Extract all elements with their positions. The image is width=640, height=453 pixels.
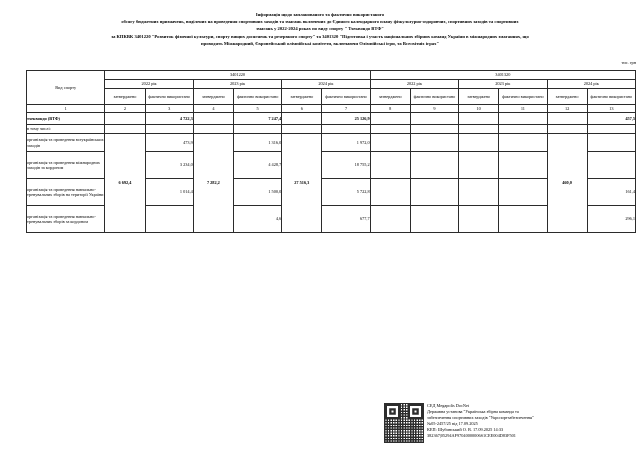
header-group-3401220: 3401220 xyxy=(105,71,370,80)
cell-r1-c4 xyxy=(233,125,281,134)
cell-r0-c11 xyxy=(547,113,587,125)
cell-r2-c10 xyxy=(499,134,547,152)
header-sub-used-6: фактично використано xyxy=(587,89,635,105)
cell-r2-c12 xyxy=(587,134,635,152)
cell-r1-c12 xyxy=(587,125,635,134)
cell-r4-c9 xyxy=(459,179,499,206)
cell-r1-c2 xyxy=(145,125,193,134)
cell-r0-c7 xyxy=(370,113,410,125)
row-label-camps-abroad: організація та проведення навчально-тренувальних зборів за кордоном xyxy=(27,206,105,233)
header-vid-sportu: Вид спорту xyxy=(27,71,105,105)
cell-r4-c8 xyxy=(410,179,458,206)
row-label-allukrainian: організація та проведення всеукраїнських заходів xyxy=(27,134,105,152)
cell-r2-c2: 473,9 xyxy=(145,134,193,152)
header-sub-approved-4: затверджено xyxy=(370,89,410,105)
header-sub-used-2: фактично використано xyxy=(233,89,281,105)
header-year-2023-g2: 2023 рік xyxy=(459,80,547,89)
colnum-8: 8 xyxy=(370,105,410,113)
cell-r2-c9 xyxy=(459,134,499,152)
cell-r0-c5 xyxy=(282,113,322,125)
cell-r1-c11 xyxy=(547,125,587,134)
header-row-years xyxy=(27,80,636,89)
signature-line-org-2: забезпечення спортивних заходів "Укрспортзабезпечення" xyxy=(427,414,534,420)
cell-r4-c7 xyxy=(370,179,410,206)
cell-r3-c7 xyxy=(370,152,410,179)
header-year-2024-g2: 2024 рік xyxy=(547,80,636,89)
header-row-groups xyxy=(27,71,636,80)
header-sub-used-1: фактично використано xyxy=(145,89,193,105)
cell-r1-c8 xyxy=(410,125,458,134)
signature-text-block xyxy=(427,403,534,438)
budget-table-wrapper xyxy=(0,70,640,233)
budget-table xyxy=(26,70,636,233)
table-body xyxy=(27,113,636,233)
cell-r2-c4: 1 316,0 xyxy=(233,134,281,152)
cell-r1-c10 xyxy=(499,125,547,134)
cell-r5-c2 xyxy=(145,206,193,233)
cell-r5-c7 xyxy=(370,206,410,233)
title-line-3: змагань у 2022-2024 роках по виду спорту " Тхеквондо ВТФ" xyxy=(256,26,384,32)
cell-r4-c10 xyxy=(499,179,547,206)
colnum-11: 11 xyxy=(499,105,547,113)
cell-r1-c9 xyxy=(459,125,499,134)
cell-r1-c5 xyxy=(282,125,322,134)
header-year-2024-g1: 2024 рік xyxy=(282,80,370,89)
cell-r0-c10 xyxy=(499,113,547,125)
table-row xyxy=(27,125,636,134)
cell-r0-c2: 4 722,3 xyxy=(145,113,193,125)
row-label-total: тхеквондо (ВТФ) xyxy=(27,113,105,125)
colnum-13: 13 xyxy=(587,105,635,113)
cell-r0-c12: 457,5 xyxy=(587,113,635,125)
cell-merged-2024-approved-1220: 27 516,3 xyxy=(282,134,322,233)
cell-r3-c12 xyxy=(587,152,635,179)
title-line-1: Інформація щодо запланованого та фактично використаного xyxy=(255,12,385,17)
cell-r3-c9 xyxy=(459,152,499,179)
cell-r3-c10 xyxy=(499,152,547,179)
colnum-6: 6 xyxy=(282,105,322,113)
header-sub-approved-3: затверджено xyxy=(282,89,322,105)
cell-r1-c3 xyxy=(193,125,233,134)
cell-r1-c6 xyxy=(322,125,370,134)
header-row-numbers xyxy=(27,105,636,113)
header-sub-used-4: фактично використано xyxy=(410,89,458,105)
cell-merged-2022-approved-1220: 6 692,4 xyxy=(105,134,145,233)
row-label-intext: в тому числі: xyxy=(27,125,105,134)
cell-r3-c2: 3 234,0 xyxy=(145,152,193,179)
colnum-4: 4 xyxy=(193,105,233,113)
colnum-1: 1 xyxy=(27,105,105,113)
cell-r0-c4: 7 247,4 xyxy=(233,113,281,125)
cell-r5-c9 xyxy=(459,206,499,233)
cell-r2-c7 xyxy=(370,134,410,152)
cell-r4-c6: 5 722,8 xyxy=(322,179,370,206)
header-sub-used-3: фактично використано xyxy=(322,89,370,105)
cell-r5-c8 xyxy=(410,206,458,233)
cell-r3-c4: 4 428,7 xyxy=(233,152,281,179)
colnum-5: 5 xyxy=(233,105,281,113)
cell-r1-c7 xyxy=(370,125,410,134)
table-row xyxy=(27,134,636,152)
colnum-12: 12 xyxy=(547,105,587,113)
units-note-row xyxy=(0,51,640,69)
cell-r3-c6: 18 755,2 xyxy=(322,152,370,179)
cell-r1-c1 xyxy=(105,125,145,134)
cell-r2-c8 xyxy=(410,134,458,152)
colnum-9: 9 xyxy=(410,105,458,113)
header-year-2023-g1: 2023 рік xyxy=(193,80,281,89)
cell-r5-c12: 296,1 xyxy=(587,206,635,233)
header-sub-approved-2: затверджено xyxy=(193,89,233,105)
units-note: тис. грн xyxy=(621,60,636,66)
cell-r4-c12: 161,4 xyxy=(587,179,635,206)
cell-r0-c6: 25 126,9 xyxy=(322,113,370,125)
row-label-international: організація та проведення міжнародних заходів за кордоном xyxy=(27,152,105,179)
cell-r0-c8 xyxy=(410,113,458,125)
cell-r3-c8 xyxy=(410,152,458,179)
header-sub-used-5: фактично використано xyxy=(499,89,547,105)
signature-line-system: СЕД Megapolis DocNet xyxy=(427,403,470,408)
header-row-subs xyxy=(27,89,636,105)
header-year-2022-g2: 2022 рік xyxy=(370,80,458,89)
signature-line-docnum: №05-2457/25 від 17.09.2025 xyxy=(427,420,478,426)
header-sub-approved-1: затверджено xyxy=(105,89,145,105)
cell-r4-c2: 1 014,4 xyxy=(145,179,193,206)
document-title-block xyxy=(0,0,640,47)
signature-line-hash: 382367|05294AF97040000006S1CEE004D83F501 xyxy=(427,432,516,438)
row-label-camps-ukraine: організація та проведення навчально-тренувальних зборів на території України xyxy=(27,179,105,206)
table-row xyxy=(27,113,636,125)
colnum-2: 2 xyxy=(105,105,145,113)
electronic-signature-block xyxy=(384,403,534,443)
cell-r0-c3 xyxy=(193,113,233,125)
cell-r4-c4: 1 500,0 xyxy=(233,179,281,206)
signature-line-org-1: Державна установа "Українська збірна команда та xyxy=(427,408,519,414)
title-line-4: за КПКВК 3401220 "Розвиток фізичної культури, спорту вищих досягнень та резервного спорту" та 3401320 "Підготовка і участь національних збірних команд України в міжнародних змаганнях, що xyxy=(111,33,529,39)
colnum-7: 7 xyxy=(322,105,370,113)
cell-r0-c9 xyxy=(459,113,499,125)
cell-merged-2023-approved-1220: 7 282,2 xyxy=(193,134,233,233)
header-sub-approved-6: затверджено xyxy=(547,89,587,105)
colnum-3: 3 xyxy=(145,105,193,113)
qr-code-icon xyxy=(384,403,424,443)
header-group-3401320: 3401320 xyxy=(370,71,635,80)
cell-merged-2024-approved-1320: 460,0 xyxy=(547,134,587,233)
header-sub-approved-5: затверджено xyxy=(459,89,499,105)
cell-r2-c6: 1 972,0 xyxy=(322,134,370,152)
table-head xyxy=(27,71,636,113)
cell-r0-c1 xyxy=(105,113,145,125)
cell-r5-c6: 677,7 xyxy=(322,206,370,233)
header-year-2022-g1: 2022 рік xyxy=(105,80,193,89)
cell-r5-c10 xyxy=(499,206,547,233)
signature-line-signer: КЕП: Шубинський О. В. 17.09.2025 14:33 xyxy=(427,426,504,432)
cell-r5-c4: 4,6 xyxy=(233,206,281,233)
colnum-10: 10 xyxy=(459,105,499,113)
title-line-5: проводять Міжнародний, Європейський олімпійські комітети, включаючи Олімпійські ігри, та Всесвітніх іграх" xyxy=(201,40,439,46)
title-line-2: обсягу бюджетних призначень, виділених на проведення спортивних заходів та змагань включених до Єдиного календарного плану фізкультурно-оздоровчих, спортивних заходів та спортивних xyxy=(121,19,519,25)
